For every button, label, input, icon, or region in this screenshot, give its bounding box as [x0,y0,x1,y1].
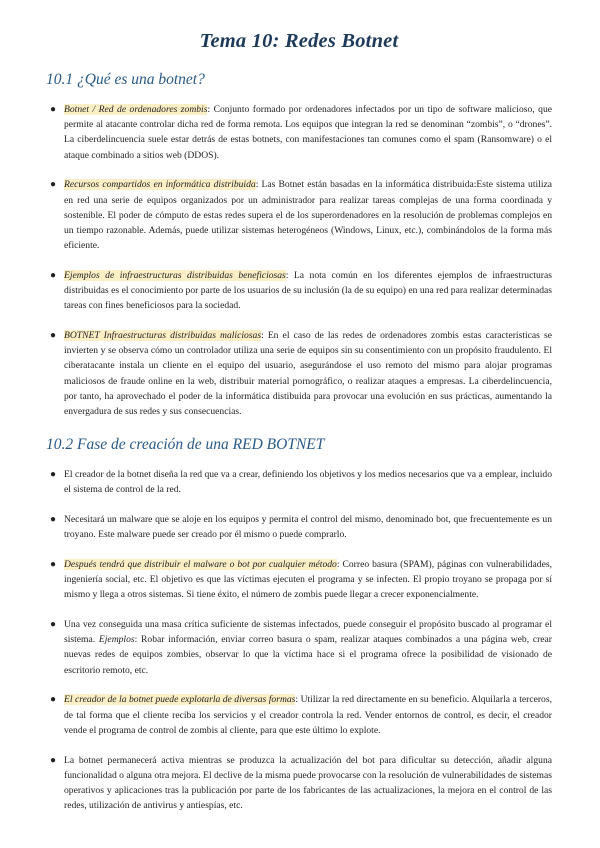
list-item [46,467,552,497]
bullet-icon: ● [50,329,57,341]
item-text: : Conjunto formado por ordenadores infectados por un tipo de software malicioso, que permite al atacante controlar dicha red de forma remota. Los equipos que integran la red se denominan “zombis”, o “drones”. La ciberdelincuencia suele estar detrás de estas botnets, con manifestaciones tan comunes como el spam (Ransomware) o el ataque combinado a sitios web (DDOS). [64,104,552,161]
bullet-list-1 [46,102,552,419]
list-item [46,177,552,253]
highlighted-term: Después tendrá que distribuir el malware o bot por cualquier método [64,558,337,570]
bullet-icon: ● [50,179,57,191]
highlighted-term: El creador de la botnet puede explotarla de diversas formas [64,694,296,706]
bullet-icon: ● [50,558,57,570]
list-item [46,557,552,603]
page-title: Tema 10: Redes Botnet [199,30,399,52]
list-item [46,328,552,419]
emphasized-term: Ejemplos [98,634,135,646]
item-text: : Correo basura (SPAM), páginas con vulnerabilidades, ingeniería social, etc. El objetivo es que las víctimas ejecuten el programa y se infecten. El propio troyano se propaga por sí mismo y llega a otros sistemas. Si tiene éxito, el número de zombis puede llegar a crecer exponencialmente. [64,558,552,601]
highlighted-term: Botnet / Red de ordenadores zombis [64,104,208,115]
item-text: La botnet permanecerá activa mientras se produzca la actualización del bot para dificultar su detección, añadir alguna funcionalidad o alguna otra mejora. El declive de la misma puede provocarse con la resolución de vulnerabilidades de sistemas operativos y aplicaciones tras la publicación por parte de los fabricantes de las actualizaciones, la mejora en el control de las redes, utilización de antivirus y antiespías, etc. [64,754,552,812]
bullet-icon: ● [50,269,57,281]
list-item [46,692,552,738]
list-item [46,102,552,163]
item-text: : Utilizar la red directamente en su beneficio. Alquilarla a terceros, de tal forma que el cliente reciba los servicios y el creador controla la red. Vender entornos de control, es decir, el creador vende el programa de control de zombis al cliente, para que este último lo explote. [64,694,552,736]
list-item [46,617,552,678]
bullet-icon: ● [50,469,57,481]
item-text: Una vez conseguida una masa crítica suficiente de sistemas infectados, puede conseguir el propósito buscado al programar el sistema. [64,619,552,646]
bullet-icon: ● [50,514,57,526]
item-text: : Las Botnet están basadas en la informática distribuida:Este sistema utiliza en red una serie de equipos organizados por un administrador para realizar tareas complejas de una forma coordinada y sostenible. El poder de cómputo de estas redes supera el de los superordenadores en la resolución de problemas complejos en un tiempo razonable. Además, puede utilizar sistemas heterogéneos (Windows, Linux, etc.), combinándolos de la forma más eficiente. [64,179,553,252]
bullet-icon: ● [50,619,57,631]
item-text: : La nota común en los diferentes ejemplos de infraestructuras distribuidas es el conocimiento por parte de los usuarios de su inclusión (la de su equipo) en una red para realizar determinadas tareas con fines beneficiosos para la sociedad. [64,269,552,312]
item-text-continued: : Robar información, enviar correo basura o spam, realizar ataques combinados a una página web, crear nuevas redes de equipos zombies, observar lo que la víctima hace si el programa ofrece la posibilidad de visionado de escritorio remoto, etc. [64,634,552,676]
item-text: El creador de la botnet diseña la red que va a crear, definiendo los objetivos y los medios necesarios que va a emplear, incluido el sistema de control de la red. [64,469,552,496]
section-heading-1: 10.1 ¿Qué es una botnet? [46,71,205,88]
highlighted-term: Recursos compartidos en informática distribuida [64,179,256,191]
item-text: : En el caso de las redes de ordenadores zombis estas características se invierten y se observa cómo un controlador utiliza una serie de equipos sin su consentimiento con un propósito fraudulento. El ciberatacante instala un cliente en el equipo del usuario, asegurándose el uso remoto del mismo para alojar programas maliciosos de fraude online en la web, distribuir material pornográfico, o realizar ataques a empresas. La ciberdelincuencia, por tanto, ha aprovechado el poder de la informática distibuida para provocar una evolución en sus prácticas, aumentando la envergadura de sus redes y sus consecuencias. [64,329,552,417]
list-item [46,753,552,814]
highlighted-term: BOTNET Infraestructuras distribuidas maliciosas [64,329,262,341]
highlighted-term: Ejemplos de infraestructuras distribuidas beneficiosas [64,269,286,281]
item-text: Necesitará un malware que se aloje en los equipos y permita el control del mismo, denominado bot, que frecuentemente es un troyano. Este malware puede ser creado por él mismo o puede comprarlo. [64,514,552,541]
bullet-icon: ● [50,754,57,766]
list-item [46,268,552,314]
bullet-icon: ● [50,694,57,706]
section-heading-2: 10.2 Fase de creación de una RED BOTNET [46,436,325,454]
list-item [46,512,552,542]
bullet-list-2 [46,467,552,813]
bullet-icon: ● [50,104,57,115]
